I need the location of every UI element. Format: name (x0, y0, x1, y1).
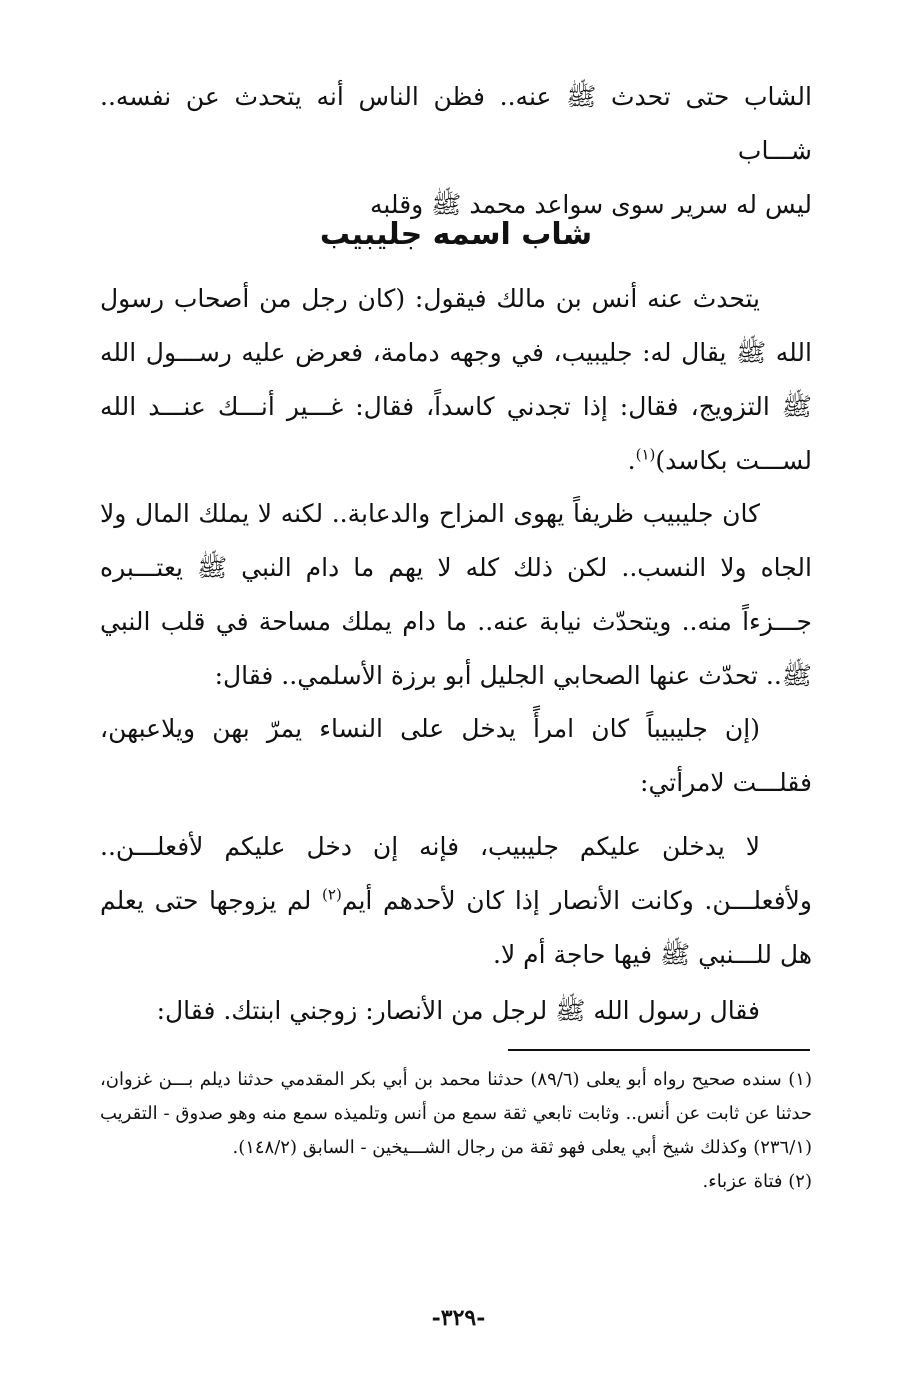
page-number: -٣٢٩- (431, 1305, 486, 1331)
footnotes (100, 1063, 812, 1199)
footnote-2: (٢) فتاة عزباء. (702, 1171, 812, 1192)
footnote-ref-1: (١) (635, 445, 656, 464)
continuation-text (100, 70, 812, 232)
paragraph-1-text: يتحدث عنه أنس بن مالك فيقول: (كان رجل من أصحاب رسول الله ﷺ يقال له: جليبيب، في وجهه دمامة، فعرض عليه رســـول الله ﷺ التزويج، فقال: إذا تجدني كاسداً، فقال: غـــير أنـــك عنـــد الله لســـت بكاسد) (100, 284, 812, 475)
paragraph-1-end: . (627, 446, 636, 475)
body-text-2 (100, 487, 812, 703)
footnote-1: (١) سنده صحيح رواه أبو يعلى (٨٩/٦) حدثنا محمد بن أبي بكر المقدمي حدثنا ديلم بـــن غزوان، حدثنا عن ثابت عن أنس.. وثابت تابعي ثقة سمع من أنس وتلميذه سمع منه وهو صدوق - التقريب (٢٣٦/١) وكذلك شيخ أبي يعلى فهو ثقة من رجال الشـــيخين - السابق (١٤٨/٢). (100, 1069, 812, 1158)
body-text-4 (100, 820, 812, 982)
paragraph-3-quote: (إن جليبيباً كان امرأً يدخل على النساء يمرّ بهن ويلاعبهن، فقلـــت لامرأتي: (100, 714, 812, 797)
body-text-5 (100, 984, 812, 1038)
section-heading: شاب اسمه جليبيب (319, 217, 593, 252)
paragraph-1 (100, 272, 812, 488)
paragraph-5: فقال رسول الله ﷺ لرجل من الأنصار: زوجني ابنتك. فقال: (156, 996, 760, 1025)
continuation-line-1: الشاب حتى تحدث ﷺ عنه.. فظن الناس أنه يتحدث عن نفسه.. شـــاب (100, 82, 812, 165)
paragraph-4 (100, 820, 812, 982)
footnote-separator (508, 1049, 810, 1051)
body-text-1 (100, 272, 812, 488)
paragraph-4-text-b: لم يزوجها حتى يعلم هل للـــنبي ﷺ فيها حاجة أم لا. (100, 886, 812, 969)
footnote-ref-2: (٢) (322, 885, 342, 904)
paragraph-2: كان جليبيب ظريفاً يهوى المزاح والدعابة.. لكنه لا يملك المال ولا الجاه ولا النسب.. لكن ذلك كله لا يهم ما دام النبي ﷺ يعتـــبره جـــزءاً منه.. ويتحدّث نيابة عنه.. ما دام يملك مساحة في قلب النبي ﷺ.. تحدّث عنها الصحابي الجليل أبو برزة الأسلمي.. فقال: (100, 499, 812, 690)
paragraph-4-text-a: لا يدخلن عليكم جليبيب، فإنه إن دخل عليكم لأفعلـــن.. ولأفعلـــن. وكانت الأنصار إذا كان لأحدهم أيم (100, 832, 812, 915)
continuation-line-2: ليس له سرير سوى سواعد محمد ﷺ وقلبه (369, 190, 812, 219)
body-text-3 (100, 702, 812, 810)
